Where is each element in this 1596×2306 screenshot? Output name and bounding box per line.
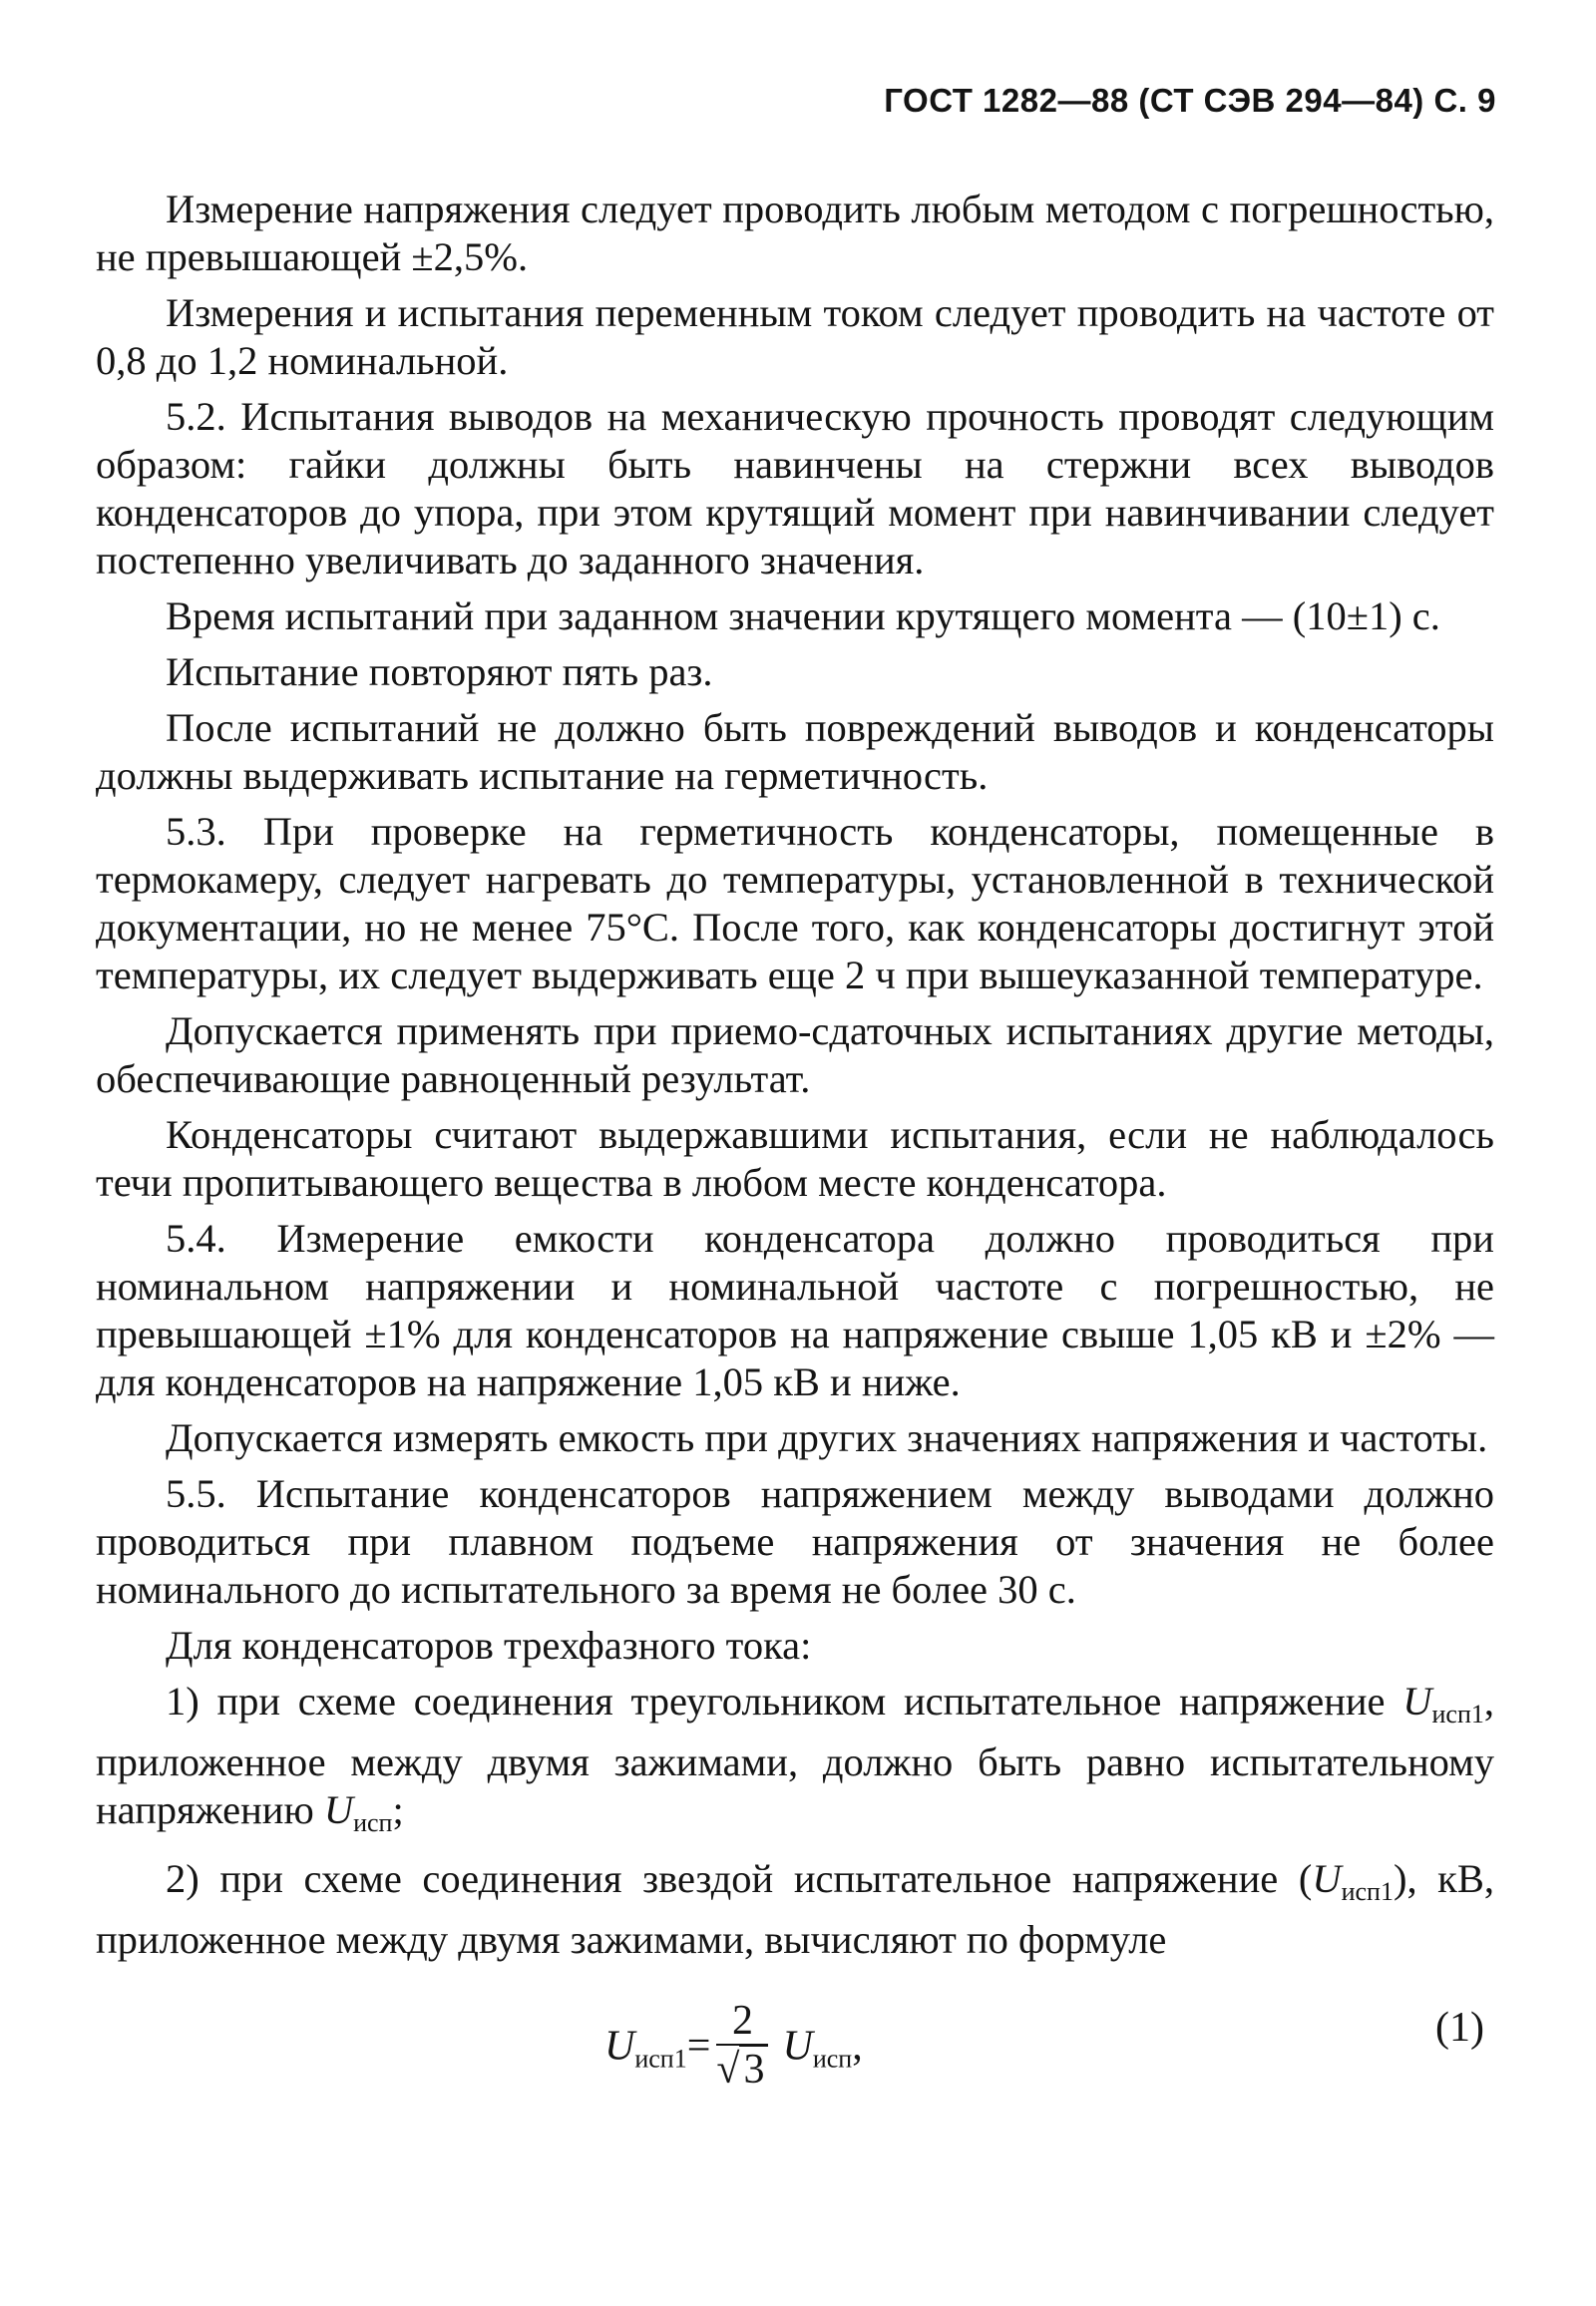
formula-1: [96, 1974, 1494, 2093]
page-header: ГОСТ 1282—88 (СТ СЭВ 294—84) С. 9: [884, 82, 1496, 119]
list-item-star: 2) при схеме соединения звездой испытательное напряжение $(U_{исп1})$, кВ, приложенное между двумя зажимами, вычисляют по формуле: [96, 1856, 1494, 1962]
paragraph-5-2: 5.2. Испытания выводов на механическую прочность проводят следующим образом: гайки должны быть навинчены на стержни всех выводов конденсаторов до упора, при этом крутящий момент при навинчивании следует постепенно увеличивать до заданного значения.: [96, 394, 1494, 582]
paragraph-ac-frequency: Измерения и испытания переменным током следует проводить на частоте от 0,8 до 1,2 номинальной.: [96, 290, 1494, 383]
paragraph-three-phase: Для конденсаторов трехфазного тока:: [166, 1623, 812, 1668]
document-body: [96, 186, 1494, 2093]
paragraph-after-test: После испытаний не должно быть повреждений выводов и конденсаторы должны выдерживать испытание на герметичность.: [96, 705, 1494, 798]
list-item-delta: 1) при схеме соединения треугольником испытательное напряжение $U_{исп1}$, приложенное между двумя зажимами, должно быть равно испытательному напряжению $U_{исп}$;: [96, 1679, 1494, 1837]
fraction: $\frac{2}{√3}$: [716, 2000, 768, 2092]
formula-expression: $U_{исп1}=$ $\frac{2}{√3}$ $U_{исп}$,: [604, 1998, 863, 2093]
formula-number: (1): [1435, 2005, 1484, 2051]
paragraph-5-5: 5.5. Испытание конденсаторов напряжением между выводами должно проводиться при плавном подъеме напряжения от значения не более номинального до испытательного за время не более 30 с.: [96, 1471, 1494, 1612]
paragraph-repeat: Испытание повторяют пять раз.: [166, 649, 713, 694]
paragraph-5-3: 5.3. При проверке на герметичность конденсаторы, помещенные в термокамеру, следует нагревать до температуры, установленной в технической документации, но не менее 75°С. После того, как конденсаторы достигнут этой температуры, их следует выдерживать еще 2 ч при вышеуказанной температуре.: [96, 809, 1494, 997]
paragraph-other-values: Допускается измерять емкость при других значениях напряжения и частоты.: [166, 1415, 1488, 1460]
paragraph-pass-criteria: Конденсаторы считают выдержавшими испытания, если не наблюдалось течи пропитывающего вещества в любом месте конденсатора.: [96, 1112, 1494, 1205]
paragraph-measurement-voltage: Измерение напряжения следует проводить любым методом с погрешностью, не превышающей ±2,5%.: [96, 187, 1494, 279]
paragraph-other-methods: Допускается применять при приемо-сдаточных испытаниях другие методы, обеспечивающие равноценный результат.: [96, 1008, 1494, 1101]
paragraph-5-4: 5.4. Измерение емкости конденсатора должно проводиться при номинальном напряжении и номинальной частоте с погрешностью, не превышающей ±1% для конденсаторов на напряжение свыше 1,05 кВ и ±2% — для конденсаторов на напряжение 1,05 кВ и ниже.: [96, 1216, 1494, 1404]
paragraph-test-time: Время испытаний при заданном значении крутящего момента — (10±1) с.: [166, 593, 1440, 638]
